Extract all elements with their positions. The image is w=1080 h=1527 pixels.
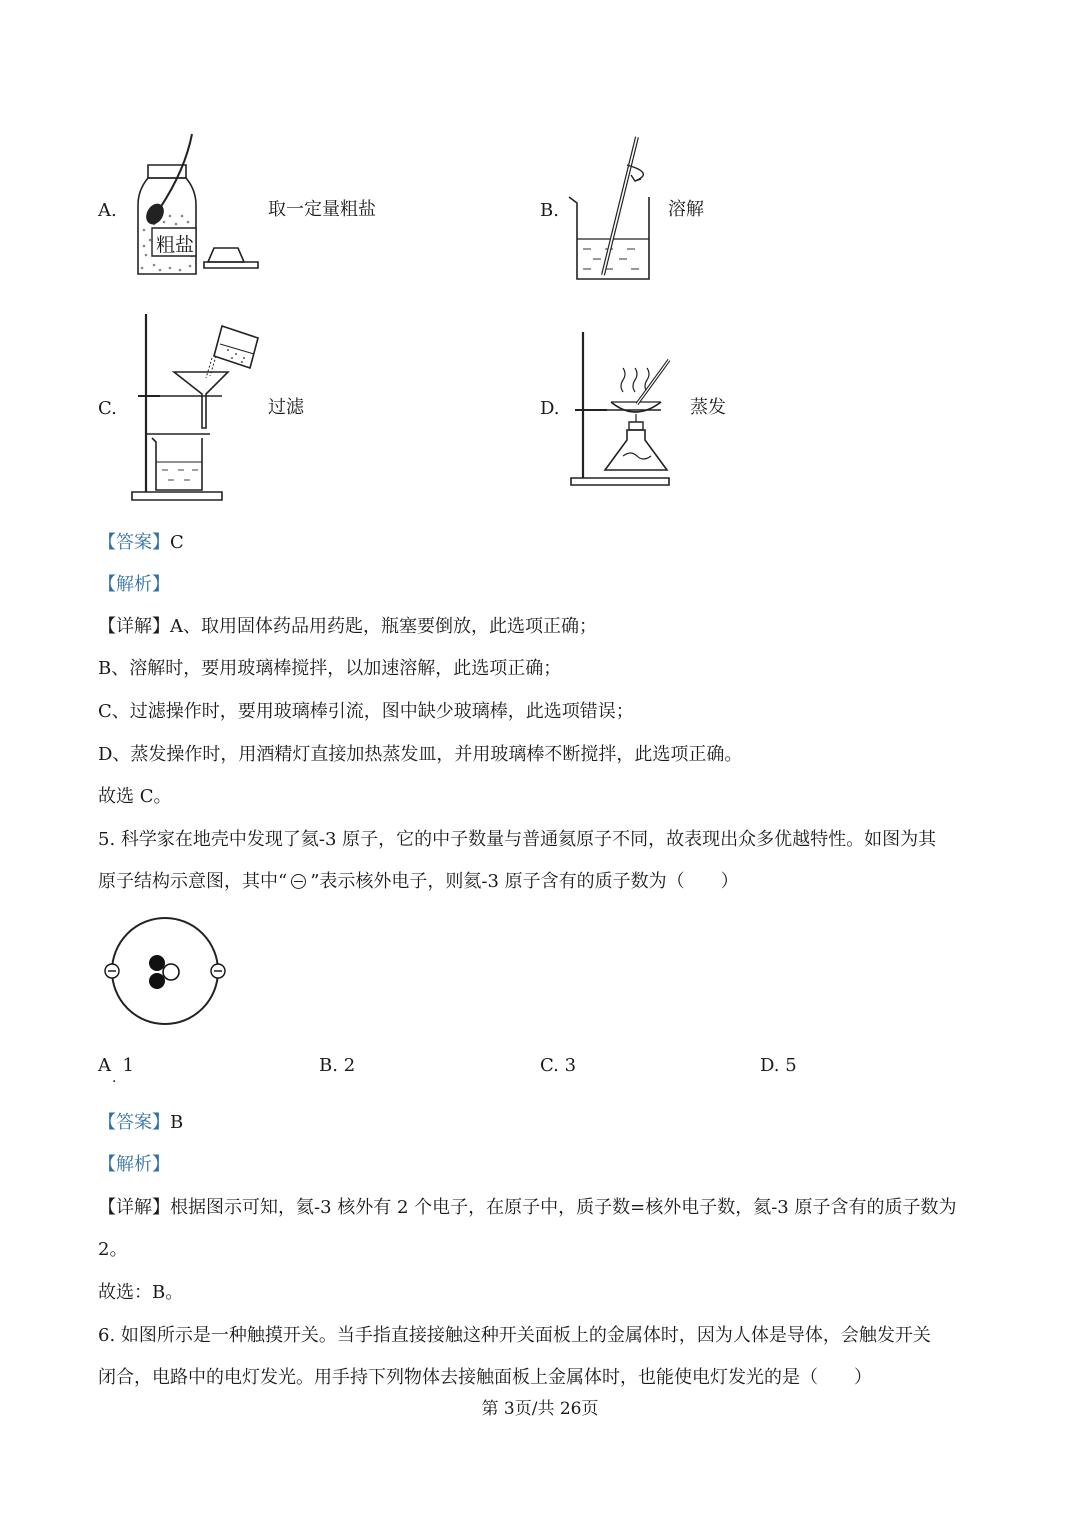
q6-stem-line: 6. 如图所示是一种触摸开关。当手指直接接触这种开关面板上的金属体时，因为人体是导体，会触发开关: [98, 1325, 931, 1346]
reagent-jar-figure: [130, 130, 260, 280]
q4-detail-line: C、过滤操作时，要用玻璃棒引流，图中缺少玻璃棒，此选项错误；: [98, 701, 634, 722]
jar-label: 粗盐: [156, 234, 195, 256]
answer-value: B: [170, 1112, 184, 1133]
option-value: 3: [564, 1055, 577, 1076]
q4-detail-line: D、蒸发操作时，用酒精灯直接加热蒸发皿，并用玻璃棒不断搅拌，此选项正确。: [98, 744, 743, 765]
option-value: 2: [343, 1055, 356, 1076]
q5-option-c: [540, 1055, 576, 1077]
answer-value: C: [170, 532, 184, 553]
helium-atom-diagram: [100, 915, 230, 1030]
evaporation-figure: [565, 330, 685, 490]
answer-tag: 【答案】: [98, 532, 170, 553]
option-caption: 取一定量粗盐: [268, 199, 376, 220]
detail-text: 根据图示可知，氦-3 核外有 2 个电子，在原子中，质子数=核外电子数，氦-3 原子含有的质子数为: [170, 1197, 957, 1218]
option-letter: A: [98, 1055, 111, 1076]
q4-detail-line: [98, 616, 597, 638]
option-value: 5: [785, 1055, 797, 1076]
filtration-figure: [130, 310, 270, 505]
q4-detail-line: B、溶解时，要用玻璃棒搅拌，以加速溶解，此选项正确；: [98, 658, 562, 679]
answer-tag: 【答案】: [98, 1112, 170, 1133]
q4-answer: [98, 532, 184, 554]
q6-stem-line: 闭合，电路中的电灯发光。用手持下列物体去接触面板上金属体时，也能使电灯发光的是（ ）: [98, 1367, 872, 1388]
q5-detail-line: 2。: [98, 1239, 128, 1260]
dot-mark: ·: [112, 1074, 117, 1090]
q5-option-d: [760, 1055, 797, 1077]
q5-option-b: [319, 1055, 355, 1077]
option-letter: D.: [540, 398, 560, 419]
q5-stem-line: [98, 871, 739, 893]
q5-detail-line: [98, 1197, 957, 1219]
detail-tag: 【详解】: [98, 616, 170, 637]
q5-stem-line: 5. 科学家在地壳中发现了氦-3 原子，它的中子数量与普通氦原子不同，故表现出众多优越特性。如图为其: [98, 829, 937, 850]
q5-analysis-tag: 【解析】: [98, 1154, 170, 1175]
q4-analysis-tag: 【解析】: [98, 574, 170, 595]
q5-answer: [98, 1112, 183, 1134]
stem-text: ”表示核外电子，则氦-3 原子含有的质子数为（ ）: [310, 871, 739, 892]
option-caption: 溶解: [668, 199, 704, 220]
stem-text: 原子结构示意图，其中“: [98, 871, 288, 892]
option-letter: B.: [540, 200, 559, 221]
option-letter: B.: [319, 1055, 338, 1076]
option-letter: A.: [98, 200, 117, 221]
q4-conclusion: 故选 C。: [98, 786, 172, 807]
option-letter: C.: [98, 398, 117, 419]
detail-tag: 【详解】: [98, 1197, 170, 1218]
option-caption: 过滤: [268, 397, 304, 418]
page-footer: 第 3页/共 26页: [481, 1399, 599, 1419]
option-value: 1: [122, 1055, 134, 1076]
option-caption: 蒸发: [690, 397, 726, 418]
q5-conclusion: 故选：B。: [98, 1282, 184, 1303]
option-letter: D.: [760, 1055, 780, 1076]
detail-text: A、取用固体药品用药匙，瓶塞要倒放，此选项正确；: [170, 616, 597, 637]
electron-symbol-icon: [291, 874, 306, 889]
option-letter: C.: [540, 1055, 559, 1076]
beaker-stirring-figure: [565, 135, 665, 285]
